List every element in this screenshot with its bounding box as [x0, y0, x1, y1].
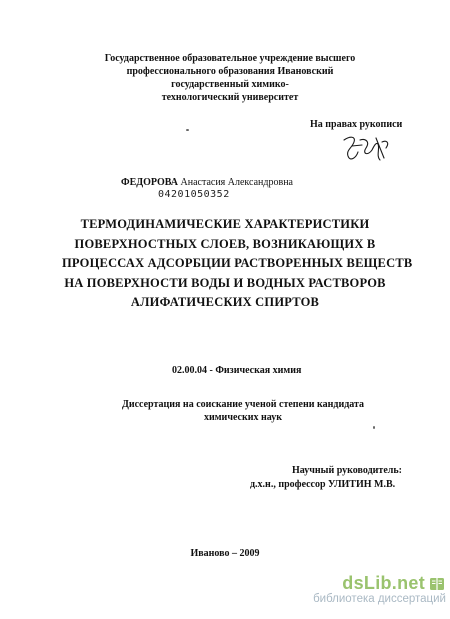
city-year: Иваново – 2009	[190, 548, 260, 559]
degree-line: химических наук	[203, 412, 282, 423]
book-icon	[428, 575, 446, 593]
scan-speck	[373, 426, 375, 429]
institution-line: технологический университет	[161, 92, 299, 103]
specialty-code: 02.00.04 - Физическая химия	[172, 365, 302, 376]
watermark-tagline: библиотека диссертаций	[313, 593, 446, 605]
author-given-names: Анастасия Александровна	[180, 177, 293, 188]
author-surname: ФЕДОРОВА	[121, 177, 179, 188]
title-line: ТЕРМОДИНАМИЧЕСКИЕ ХАРАКТЕРИСТИКИ	[80, 217, 370, 231]
scan-speck	[186, 129, 189, 131]
supervisor-label: Научный руководитель:	[292, 465, 402, 476]
institution-line: Государственное образовательное учреждение высшего	[104, 53, 356, 64]
manuscript-rights-label: На правах рукописи	[310, 119, 403, 130]
dslib-watermark[interactable]	[296, 573, 446, 605]
registration-number: 04201050352	[158, 189, 230, 200]
institution-line: профессионального образования Ивановский государственный химико-	[126, 66, 334, 90]
title-line: ПРОЦЕССАХ АДСОРБЦИИ РАСТВОРЕННЫХ ВЕЩЕСТВ	[62, 256, 413, 270]
institution-header	[90, 52, 370, 104]
degree-line: Диссертация на соискание ученой степени кандидата	[121, 399, 365, 410]
author-name	[121, 177, 293, 188]
title-line: НА ПОВЕРХНОСТИ ВОДЫ И ВОДНЫХ РАСТВОРОВ	[64, 275, 386, 290]
title-line: ПОВЕРХНОСТНЫХ СЛОЕВ, ВОЗНИКАЮЩИХ В	[74, 236, 376, 251]
supervisor-name: д.х.н., профессор УЛИТИН М.В.	[250, 479, 396, 490]
degree-statement	[118, 398, 368, 424]
handwritten-signature	[340, 132, 392, 166]
supervisor-block	[250, 464, 430, 492]
watermark-logo: dsLib.net	[342, 573, 425, 593]
title-line: АЛИФАТИЧЕСКИХ СПИРТОВ	[130, 295, 320, 309]
dissertation-title	[62, 215, 413, 313]
